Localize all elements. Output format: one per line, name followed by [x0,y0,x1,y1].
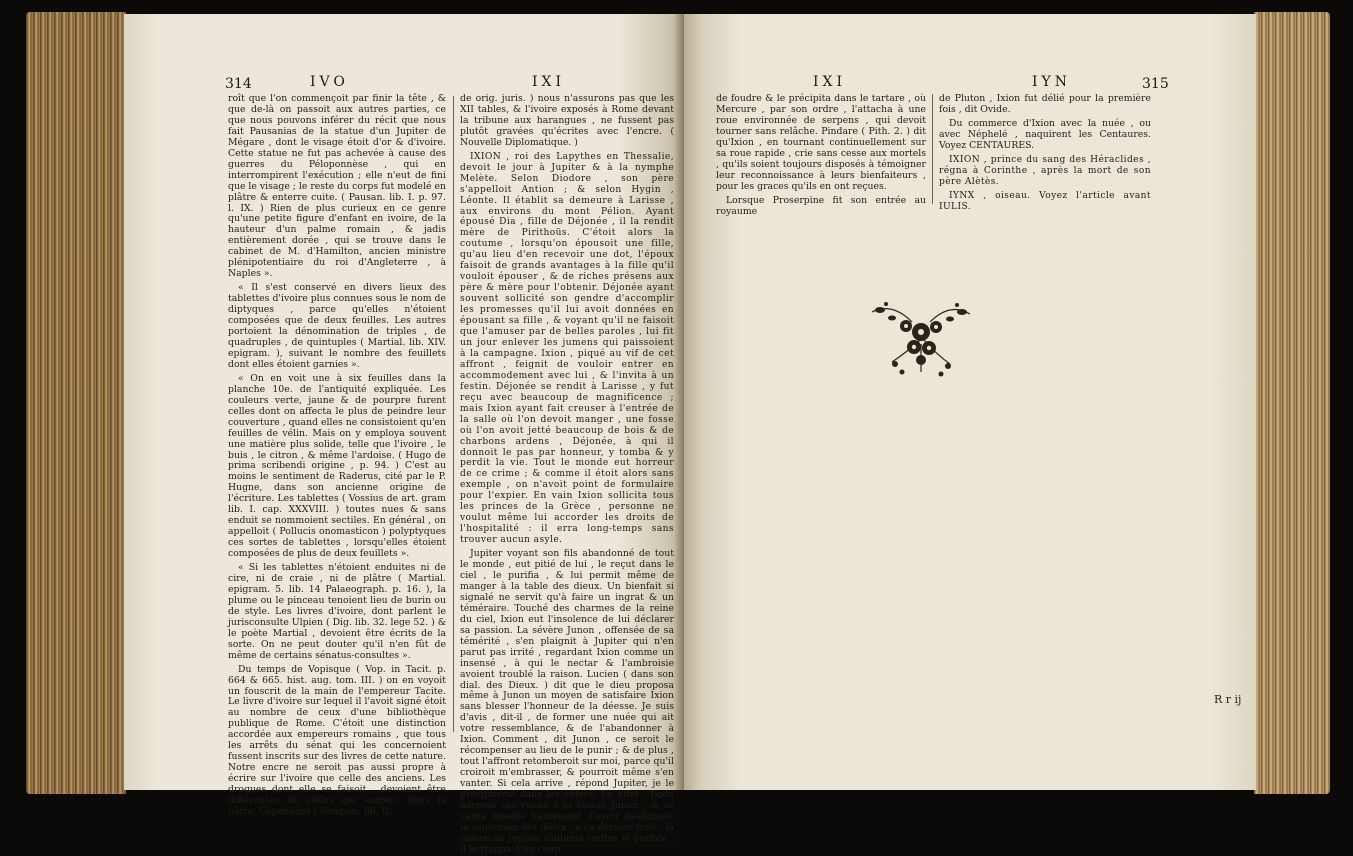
paragraph: Du temps de Vopisque ( Vop. in Tacit. p. 664 & 665. hist. aug. tom. III. ) on en voyoit un fouscrit de la main de l'empereur Tacite. Le livre d'ivoire sur lequel il l'avoit signé étoit au nombre de ceux d'une bibliothèque publique de Rome. C'étoit une distinction accordée aux empereurs romains , que tous les arrêts du sénat qui les concernoient fussent inscrits sur des livres de cette nature. Notre encre ne seroit pas aussi propre à écrire sur l'ivoire que celle des anciens. Les drogues dont elle se faisoit , devoient être différentes de celles qui entrent dans la nôtre. Cependant ( Pompon. lib. II. [228,663,446,817]
column-rule [932,94,933,204]
right-page-column-2 [939,94,1151,214]
page-number-right: 315 [1142,76,1169,92]
running-head-right: IXI [532,74,566,90]
left-page [124,14,684,855]
left-page-column-2 [460,93,674,855]
running-head-left: IVO [310,74,349,90]
signature-mark: R r ij [1214,693,1242,706]
book-page-edges-right [1254,12,1330,794]
left-page-column-1 [228,93,446,817]
paragraph: « Il s'est conservé en divers lieux des tablettes d'ivoire plus connues sous le nom de diptyques , parce qu'elles n'étoient composées que de deux feuilles. Les autres portoient la dénomination de triples , de quadruples , de quintuples ( Martial. lib. XIV. epigram. ), suivant le nombre des feuillets dont elles étoient garnies ». [228,282,446,370]
running-head-right: IYN [1032,74,1072,90]
paragraph: de foudre & le précipita dans le tartare , où Mercure , par son ordre , l'attacha à une roue environnée de serpens , qui devoit tourner sans relâche. Pindare ( Pith. 2. ) dit qu'Ixion , en tournant continuellement sur sa roue rapide , crie sans cesse aux mortels , qu'ils soient toujours disposés à témoigner leur reconnoissance à leurs bienfaiteurs , pour les graces qu'ils en ont reçues. [716,93,926,192]
column-rule [453,96,454,732]
paragraph: Jupiter voyant son fils abandonné de tout le monde , eut pitié de lui , le reçut dans le ciel , le purifia , & lui permit même de manger à la table des dieux. Un bienfait si signalé ne servit qu'à faire un ingrat & un téméraire. Touché des charmes de la reine du ciel, Ixion eut l'insolence de lui déclarer sa passion. La sévère Junon , offensée de sa témérité , s'en plaignit à Jupiter qui n'en parut pas irrité , regardant Ixion comme un insensé , à qui le nectar & l'ambroisie avoient troublé la raison. Lucien ( dans son dial. des Dieux. ) dit que le dieu proposa même à Junon un moyen de satisfaire Ixion sans blesser l'honneur de la déesse. Je suis d'avis , dit-il , de former une nuée qui ait votre ressemblance, & de l'abandonner à Ixion. Comment , dit Junon , ce seroit le récompenser au lieu de le punir ; & de plus , tout l'affront retomberoit sur moi, parce qu'il croiroit m'embrasser, & pourroit même s'en vanter. Si cela arrive , répond Jupiter, je le précipiterai dans les enfers. En effet , Ixion adressa ses voeux à la fausse Junon , & se vanta ensuite hautement d'avoir déshonoré le souverain des dieux ; à ce dernier trait , la colère de Jupiter s'alluma contre le perfide ; il le frappa d'un coup [460,548,674,855]
right-page [684,14,1256,790]
page-number-left: 314 [225,76,252,92]
paragraph: Du commerce d'Ixion avec la nuée , ou avec Néphelé , naquirent les Centaures. Voyez CENTAURES. [939,117,1151,151]
paragraph: « Si les tablettes n'étoient enduites ni de cire, ni de craie , ni de plâtre ( Martial. epigram. 5. lib. 14 Palaeograph. p. 16. ), la plume ou le pinceau tenoient lieu de burin ou de style. Les livres d'ivoire, dont parlent le jurisconsulte Ulpien ( Dig. lib. 32. lege 52. ) & le poète Martial , devoient être écrits de la sorte. On ne peut douter qu'il n'en fût de même de certains sénatus-consultes ». [228,562,446,661]
paragraph: Lorsque Proserpine fit son entrée au royaume [716,194,926,217]
right-page-column-1 [716,93,926,217]
entry-iynx: IYNX , oiseau. Voyez l'article avant IULIS. [939,190,1151,212]
running-head-left: IXI [813,74,847,90]
entry-ixion-prince: IXION , prince du sang des Héraclides , régna à Corinthe , après la mort de son père Alètès. [939,154,1151,187]
paragraph: roît que l'on commençoit par finir la tête , & que de-là on passoit aux autres parties, ce que nous pouvons inférer du récit que nous fait Pausanias de la statue d'un Jupiter de Mégare , dont le visage étoit d'or & d'ivoire. Cette statue ne fut pas achevée à cause des guerres du Péloponnèse , qui en interrompirent l'exécution ; elle n'eut de fini que le visage ; le reste du corps fut modelé en plâtre & enterre cuite. ( Pausan. lib. I. p. 97. l. IX. ) Rien de plus curieux en ce genre qu'une petite figure d'enfant en ivoire, de la hauteur d'un palme romain , & jadis entièrement dorée , qui se trouve dans le cabinet de M. d'Hamilton, ancien ministre plénipotentiaire du roi d'Angleterre , à Naples ». [228,93,446,280]
floral-vignette-ornament [862,292,980,386]
book-page-edges-left [26,12,126,794]
paragraph: de Pluton , Ixion fut délié pour la première fois , dit Ovide. [939,93,1151,115]
paragraph: « On en voit une à six feuilles dans la planche 10e. de l'antiquité expliquée. Les couleurs verte, jaune & de pourpre furent celles dont on affecta le plus de peindre leur couverture , quand elles ne consistoient qu'en feuilles de vélin. Mais on y employa souvent une matière plus solide, telle que l'ivoire , le buis , le citron , & même l'ardoise. ( Hugo de prima scribendi origine , p. 94. ) C'est au moins le sentiment de Raderus, cité par le P. Hugne, dans son ancienne origine de l'écriture. Les tablettes ( Vossius de art. gram lib. I. cap. XXXVIII. ) toutes nues & sans enduit se nommoient sectiles. En général , on appelloit ( Pollucis onomasticon ) polyptyques ces sortes de tablettes , lorsqu'elles étoient composées de plus de deux feuillets ». [228,372,446,560]
entry-ixion: IXION , roi des Lapythes en Thessalie, devoit le jour à Jupiter & à la nymphe Melète. Selon Diodore , son père s'appelloit Antion ; & selon Hygin , Léonte. Il établit sa demeure à Larisse , aux environs du mont Pélion. Ayant épousé Dia , fille de Déjonée , il la rendit mère de Pirithoüs. C'étoit alors la coutume , lorsqu'on épousoit une fille, qu'au lieu d'en recevoir une dot, l'époux faisoit de grands avantages à la fille qu'il vouloit épouser , & de riches présens aux père & mère pour l'obtenir. Déjonée ayant souvent sollicité son gendre d'accomplir les promesses qu'il lui avoit données en épousant sa fille , & voyant qu'il ne faisoit que l'amuser par de belles paroles , lui fit un jour enlever les jumens qui paissoient à la campagne. Ixion , piqué au vif de cet affront , feignit de vouloir entrer en accommodement avec lui , & l'invita à un festin. Déjonée se rendit à Larisse , y fut reçu avec beaucoup de magnificence ; mais Ixion ayant fait creuser à l'entrée de la salle où l'on devoit manger , une fosse où l'on avoit jetté beaucoup de bois & de charbons ardens , Déjonée, à qui il donnoit le pas par honneur, y tomba & y perdit la vie. Tout le monde eut horreur de ce crime ; & comme il étoit alors sans exemple , on n'avoit point de formulaire pour l'expier. En vain Ixion sollicita tous les princes de la Grèce , personne ne voulut même lui accorder les droits de l'hospitalité : il erra long-temps sans trouver aucun asyle. [460,151,674,546]
paragraph: de orig. juris. ) nous n'assurons pas que les XII tables, & l'ivoire exposés à Rome devant la tribune aux harangues , ne fussent pas plutôt gravées qu'écrites avec l'encre. ( Nouvelle Diplomatique. ) [460,93,674,148]
